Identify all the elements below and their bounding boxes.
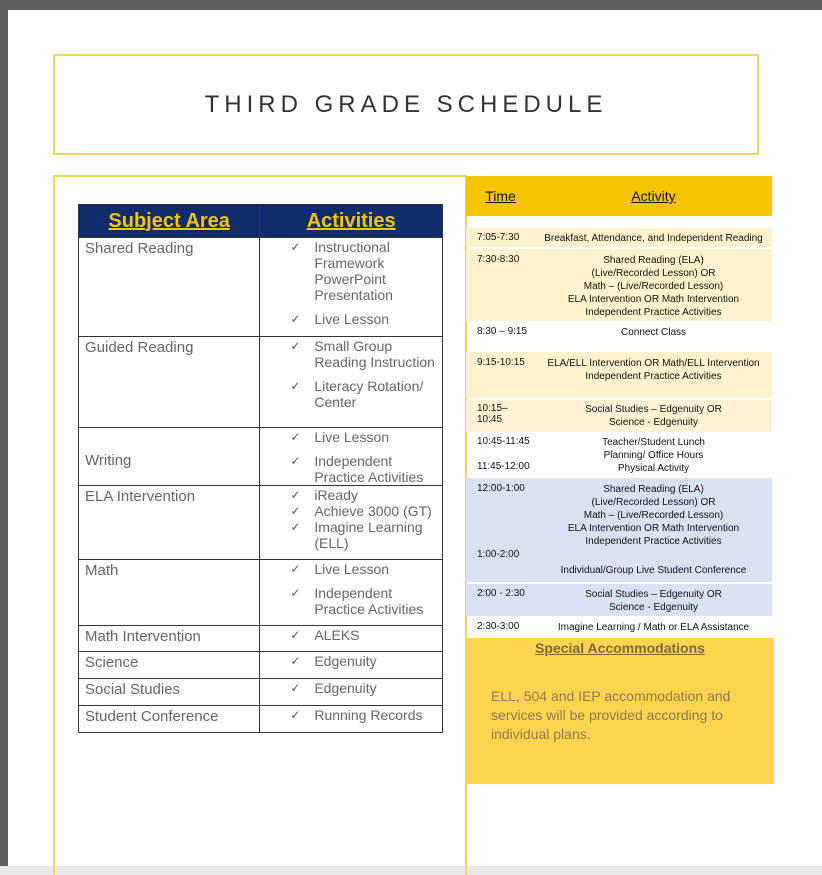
subject-table: [78, 204, 443, 733]
activity-item: ✓ Independent Practice Activities: [290, 453, 424, 485]
schedule-activity-line: Social Studies – Edgenuity OR: [585, 589, 722, 600]
schedule-time: 2:30-3:00: [477, 621, 520, 632]
subject-table-header: [79, 205, 443, 238]
activity-item: ✓ Live Lesson: [290, 429, 390, 445]
schedule-time: 7:30-8:30: [477, 254, 520, 265]
schedule-activity-line: Shared Reading (ELA): [603, 255, 704, 266]
schedule-activity-line: ELA Intervention OR Math Intervention: [567, 523, 740, 534]
activity-item: ✓ Independent Practice Activities: [290, 585, 424, 617]
checkmark-icon: ✓: [290, 430, 301, 444]
schedule-activity-line: Teacher/Student Lunch: [602, 437, 705, 448]
schedule-time: 7:05-7:30: [477, 232, 520, 243]
schedule-activity-line: ELA/ELL Intervention OR Math/ELL Intervention: [547, 358, 760, 369]
schedule-row: [466, 228, 772, 247]
schedule-activity-line: Independent Practice Activities: [585, 371, 722, 382]
schedule-activity-line: Independent Practice Activities: [585, 536, 722, 547]
window-top-bar: [0, 0, 822, 10]
activity-item: ✓ ALEKS: [290, 627, 360, 643]
schedule-time: 10:15– 10:45: [477, 403, 508, 425]
table-row: [79, 560, 443, 626]
checkmark-icon: ✓: [290, 562, 301, 576]
subject-name: Student Conference: [85, 708, 219, 725]
activity-item: ✓ Edgenuity: [290, 680, 377, 696]
schedule-time: 9:15-10:15: [477, 357, 525, 368]
subject-name: Social Studies: [85, 681, 181, 698]
table-row: [79, 679, 443, 706]
activity-item: ✓ iReady: [290, 487, 358, 503]
activity-item: ✓ Running Records: [290, 707, 423, 723]
schedule-row: [466, 352, 772, 398]
header-subject-area: Subject Area: [79, 205, 260, 238]
title-box: [53, 54, 759, 155]
checkmark-icon: ✓: [290, 628, 301, 642]
special-accommodations-box: [466, 638, 774, 784]
schedule-activity-line: Math – (Live/Recorded Lesson): [583, 281, 724, 292]
window-left-bar: [0, 0, 8, 866]
table-row: [79, 428, 443, 486]
schedule-activity: Connect Class: [620, 327, 687, 338]
table-row: [79, 238, 443, 337]
header-activity: Activity: [631, 188, 676, 204]
schedule-activity-line: Planning/ Office Hours: [603, 450, 704, 461]
activity-item: ✓ Literacy Rotation/ Center: [290, 378, 424, 410]
schedule-activity-line: Science - Edgenuity: [609, 602, 698, 613]
activity-item: ✓ Instructional Framework PowerPoint Presentation: [290, 239, 393, 303]
schedule-activity-line: (Live/Recorded Lesson) OR: [591, 268, 716, 279]
schedule-activity-line: Shared Reading (ELA): [603, 484, 704, 495]
checkmark-icon: ✓: [290, 454, 301, 468]
schedule-activity-line: Independent Practice Activities: [585, 307, 722, 318]
subject-name: Guided Reading: [85, 339, 194, 356]
schedule-time: 11:45-12:00: [477, 461, 530, 472]
right-panel-border: [466, 784, 467, 866]
checkmark-icon: ✓: [290, 654, 301, 668]
schedule-row: [466, 249, 772, 321]
table-row: [79, 486, 443, 560]
schedule-row: [466, 618, 772, 638]
activity-item: ✓ Imagine Learning (ELL): [290, 519, 423, 551]
schedule-activity-line: ELA Intervention OR Math Intervention: [567, 294, 740, 305]
schedule-time: 1:00-2:00: [477, 549, 520, 560]
activity-item: ✓ Edgenuity: [290, 653, 377, 669]
activity-item: ✓ Small Group Reading Instruction: [290, 338, 435, 370]
schedule-activity-line: (Live/Recorded Lesson) OR: [591, 497, 716, 508]
checkmark-icon: ✓: [290, 339, 301, 353]
subject-name: Writing: [85, 452, 132, 469]
subject-name: Math: [85, 562, 119, 579]
schedule-row: [466, 434, 772, 476]
schedule-time: 2:00 - 2:30: [477, 588, 525, 599]
schedule-time: 10:45-11:45: [477, 436, 530, 447]
schedule-time: 8:30 – 9:15: [477, 326, 528, 337]
schedule-row: [466, 478, 772, 582]
checkmark-icon: ✓: [290, 488, 301, 502]
schedule-activity-line: Individual/Group Live Student Conference: [560, 565, 747, 576]
header-time: Time: [485, 188, 516, 204]
checkmark-icon: ✓: [290, 681, 301, 695]
subject-name: ELA Intervention: [85, 488, 196, 505]
schedule-activity: Breakfast, Attendance, and Independent Reading: [544, 233, 763, 244]
table-row: [79, 652, 443, 679]
table-row: [79, 706, 443, 733]
subject-name: Math Intervention: [85, 628, 201, 645]
daily-schedule: [466, 176, 772, 638]
checkmark-icon: ✓: [290, 586, 301, 600]
special-accommodations-body: ELL, 504 and IEP accommodation and services will be provided according to individual plans.: [491, 688, 731, 742]
checkmark-icon: ✓: [290, 240, 301, 254]
schedule-activity-line: Science - Edgenuity: [609, 417, 698, 428]
activity-item: ✓ Live Lesson: [290, 311, 390, 327]
checkmark-icon: ✓: [290, 708, 301, 722]
activity-item: ✓ Live Lesson: [290, 561, 390, 577]
subject-name: Shared Reading: [85, 240, 194, 257]
schedule-header: [466, 176, 772, 216]
schedule-activity-line: Math – (Live/Recorded Lesson): [583, 510, 724, 521]
schedule-row: [466, 584, 772, 616]
schedule-activity-line: Physical Activity: [617, 463, 690, 474]
checkmark-icon: ✓: [290, 520, 301, 534]
checkmark-icon: ✓: [290, 312, 301, 326]
schedule-time: 12:00-1:00: [477, 483, 525, 494]
checkmark-icon: ✓: [290, 504, 301, 518]
schedule-activity: Imagine Learning / Math or ELA Assistance: [557, 622, 750, 633]
checkmark-icon: ✓: [290, 379, 301, 393]
activity-item: ✓ Achieve 3000 (GT): [290, 503, 432, 519]
schedule-row: [466, 400, 772, 432]
table-row: [79, 337, 443, 428]
schedule-activity-line: Social Studies – Edgenuity OR: [585, 404, 722, 415]
special-accommodations-title: Special Accommodations: [535, 640, 705, 656]
table-row: [79, 626, 443, 652]
subject-name: Science: [85, 654, 139, 671]
header-activities: Activities: [260, 205, 443, 238]
schedule-row: [466, 323, 772, 350]
page-title: THIRD GRADE SCHEDULE: [204, 90, 608, 118]
